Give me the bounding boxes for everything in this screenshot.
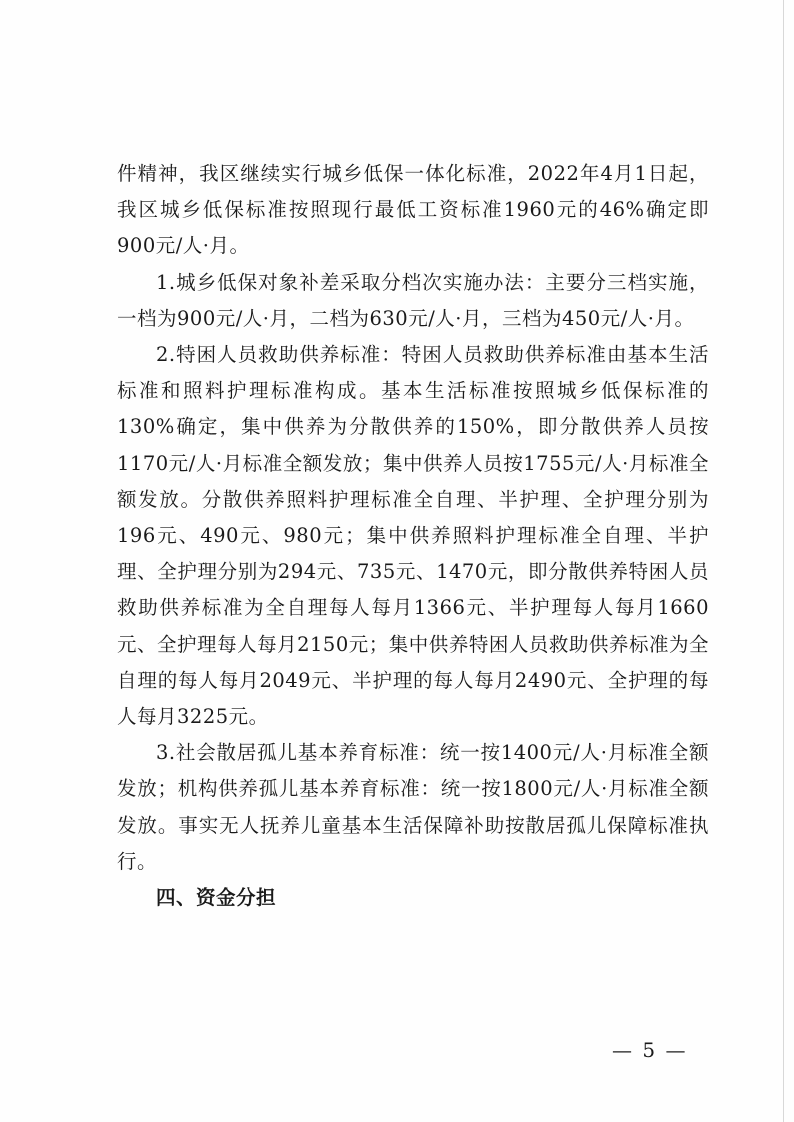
document-body	[117, 156, 709, 916]
paragraph-item-2: 2.特困人员救助供养标准：特困人员救助供养标准由基本生活标准和照料护理标准构成。基本生活标准按照城乡低保标准的130%确定，集中供养为分散供养的150%，即分散供养人员按1170元/人·月标准全额发放；集中供养人员按1755元/人·月标准全额发放。分散供养照料护理标准全自理、半护理、全护理分别为196元、490元、980元；集中供养照料护理标准全自理、半护理、全护理分别为294元、735元、1470元，即分散供养特困人员救助供养标准为全自理每人每月1366元、半护理每人每月1660元、全护理每人每月2150元；集中供养特困人员救助供养标准为全自理的每人每月2049元、半护理的每人每月2490元、全护理的每人每月3225元。	[117, 343, 709, 729]
paragraph-item-3: 3.社会散居孤儿基本养育标准：统一按1400元/人·月标准全额发放；机构供养孤儿基本养育标准：统一按1800元/人·月标准全额发放。事实无人抚养儿童基本生活保障补助按散居孤儿保障标准执行。	[117, 741, 709, 873]
paragraph-item-1: 1.城乡低保对象补差采取分档次实施办法：主要分三档实施，一档为900元/人·月，二档为630元/人·月，三档为450元/人·月。	[117, 270, 709, 330]
page-edge-divider	[783, 0, 784, 1122]
section-heading: 四、资金分担	[156, 886, 277, 910]
page-number: — 5 —	[612, 1038, 688, 1062]
paragraph-continuation: 件精神，我区继续实行城乡低保一体化标准，2022年4月1日起，我区城乡低保标准按照现行最低工资标准1960元的46%确定即900元/人·月。	[117, 162, 709, 258]
